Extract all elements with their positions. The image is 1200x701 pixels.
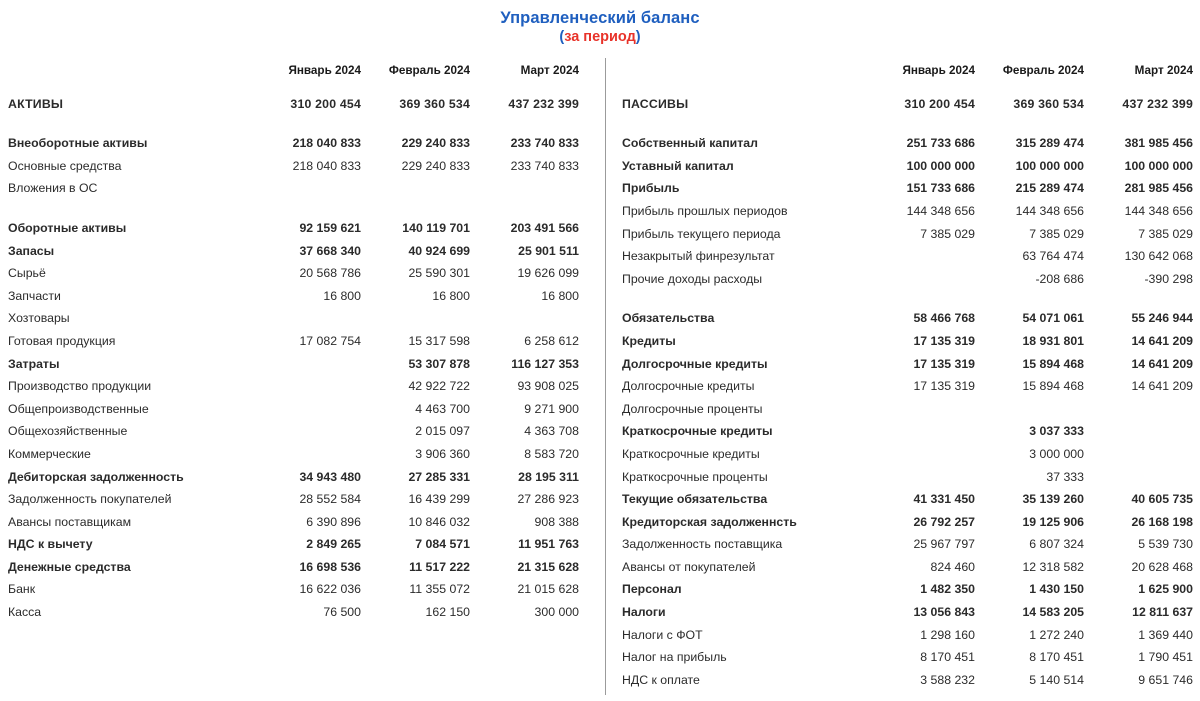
table-row — [622, 596, 1194, 619]
row-value-2: -390 298 — [1144, 271, 1193, 286]
row-value-2: 300 000 — [534, 605, 579, 620]
row-value-2: 26 168 198 — [1131, 514, 1193, 529]
table-row — [622, 195, 1194, 218]
row-value-1 — [976, 393, 1085, 416]
row-value-2: 203 491 566 — [510, 220, 579, 235]
row-value-0 — [867, 393, 976, 416]
row-label: Обязательства — [622, 311, 715, 326]
row-value-0: 17 082 754 — [299, 333, 361, 348]
row-value-0 — [253, 173, 362, 196]
row-value-1: 229 240 833 — [401, 136, 470, 151]
spacer-cell — [8, 195, 580, 212]
row-value-1: 15 317 598 — [408, 333, 470, 348]
row-value-1: 140 119 701 — [402, 220, 470, 235]
row-value-1: 162 150 — [425, 605, 470, 620]
row-value-2: 437 232 399 — [1122, 96, 1193, 111]
row-value-2 — [1085, 416, 1194, 439]
row-value-0: 7 385 029 — [920, 226, 975, 241]
row-label: Задолженность поставщика — [622, 537, 783, 552]
table-row — [8, 258, 580, 281]
row-value-1: 37 333 — [1046, 469, 1084, 484]
table-row — [622, 371, 1194, 394]
report-title-block — [0, 0, 1200, 47]
table-row — [622, 619, 1194, 642]
table-row — [8, 484, 580, 507]
table-row — [622, 325, 1194, 348]
row-value-0 — [867, 241, 976, 264]
row-value-0: 17 135 319 — [913, 379, 975, 394]
row-label: АКТИВЫ — [8, 96, 64, 111]
row-value-1: 1 272 240 — [1029, 627, 1084, 642]
table-row — [622, 461, 1194, 484]
row-value-2 — [471, 173, 580, 196]
row-value-2: 5 539 730 — [1138, 537, 1193, 552]
row-value-0 — [253, 348, 362, 371]
spacer-cell — [622, 286, 1194, 303]
liabilities-col-header-0: Январь 2024 — [902, 64, 975, 77]
spacer-cell — [8, 111, 580, 128]
row-value-2: 381 985 456 — [1124, 136, 1193, 151]
row-value-1: 15 894 468 — [1022, 356, 1084, 371]
row-label: Банк — [8, 582, 36, 597]
table-row — [622, 506, 1194, 529]
row-value-2: 16 800 — [541, 288, 579, 303]
assets-col-header-2: Март 2024 — [520, 64, 579, 77]
row-value-1: 7 385 029 — [1029, 226, 1084, 241]
row-value-1: 11 517 222 — [409, 559, 470, 574]
table-row — [8, 438, 580, 461]
row-value-1: 40 924 699 — [408, 243, 470, 258]
row-value-1: 3 037 333 — [1029, 424, 1084, 439]
row-value-0: 8 170 451 — [920, 650, 975, 665]
row-label: Оборотные активы — [8, 220, 127, 235]
row-label: Налог на прибыль — [622, 650, 727, 665]
table-row — [622, 484, 1194, 507]
row-value-2: 21 315 628 — [517, 559, 579, 574]
row-value-0 — [253, 371, 362, 394]
row-value-2: 8 583 720 — [524, 446, 579, 461]
row-label: Персонал — [622, 582, 682, 597]
row-value-1: 35 139 260 — [1022, 492, 1084, 507]
row-value-2: 25 901 511 — [518, 243, 579, 258]
row-value-1: 8 170 451 — [1029, 650, 1084, 665]
row-value-1: 2 015 097 — [415, 424, 470, 439]
row-value-0: 20 568 786 — [299, 266, 361, 281]
row-value-1: 215 289 474 — [1015, 181, 1084, 196]
spacer-row — [622, 286, 1194, 303]
row-value-0: 16 622 036 — [299, 582, 361, 597]
liabilities-label-header — [622, 58, 867, 88]
row-value-0: 17 135 319 — [913, 356, 975, 371]
subtitle-period-text: за период — [564, 29, 636, 45]
row-label: Незакрытый финрезультат — [622, 249, 775, 264]
row-label: Прочие доходы расходы — [622, 271, 763, 286]
row-value-2: 11 951 763 — [518, 537, 579, 552]
row-value-0: 218 040 833 — [292, 136, 361, 151]
row-label: Дебиторская задолженность — [8, 469, 184, 484]
table-row — [622, 303, 1194, 326]
table-row — [8, 348, 580, 371]
assets-table — [8, 58, 580, 619]
table-row — [622, 574, 1194, 597]
row-label: Основные средства — [8, 158, 122, 173]
assets-col-header-0: Январь 2024 — [288, 64, 361, 77]
row-value-0: 37 668 340 — [299, 243, 361, 258]
row-label: Готовая продукция — [8, 333, 116, 348]
row-value-1: 3 906 360 — [415, 446, 470, 461]
row-label: Долгосрочные кредиты — [622, 379, 755, 394]
row-value-2: 55 246 944 — [1131, 311, 1193, 326]
row-value-0 — [253, 438, 362, 461]
row-value-0: 13 056 843 — [913, 605, 975, 620]
row-value-1: 144 348 656 — [1015, 203, 1084, 218]
row-value-2 — [471, 303, 580, 326]
table-row — [8, 506, 580, 529]
row-value-2: 1 790 451 — [1138, 650, 1193, 665]
row-value-1: 4 463 700 — [415, 401, 470, 416]
table-row — [622, 218, 1194, 241]
row-value-0: 151 733 686 — [906, 181, 975, 196]
table-row — [622, 416, 1194, 439]
row-value-2: 233 740 833 — [510, 158, 579, 173]
row-value-1: 5 140 514 — [1029, 672, 1084, 687]
row-value-1: 25 590 301 — [408, 266, 470, 281]
row-value-2: 4 363 708 — [524, 424, 579, 439]
page-subtitle — [0, 28, 1200, 47]
row-label: Собственный капитал — [622, 136, 758, 151]
row-value-2: 130 642 068 — [1124, 249, 1193, 264]
spacer-row — [8, 111, 580, 128]
row-value-0: 92 159 621 — [299, 220, 361, 235]
row-label: Задолженность покупателей — [8, 492, 172, 507]
row-value-1: 42 922 722 — [408, 379, 470, 394]
row-label: НДС к вычету — [8, 537, 93, 552]
row-value-0: 310 200 454 — [904, 96, 975, 111]
row-value-1: 16 439 299 — [408, 492, 470, 507]
row-value-1: 7 084 571 — [415, 537, 470, 552]
assets-panel — [0, 58, 606, 698]
row-value-0: 28 552 584 — [299, 492, 361, 507]
row-value-2: 116 127 353 — [511, 356, 579, 371]
row-label: Прибыль — [622, 181, 680, 196]
table-row — [8, 173, 580, 196]
row-value-0: 2 849 265 — [306, 537, 361, 552]
row-value-2: 908 388 — [534, 514, 579, 529]
row-value-1: 229 240 833 — [401, 158, 470, 173]
spacer-cell — [622, 111, 1194, 128]
assets-header-row — [8, 58, 580, 88]
liabilities-table-body — [622, 88, 1194, 687]
row-label: Коммерческие — [8, 446, 91, 461]
row-value-0 — [867, 461, 976, 484]
table-row — [622, 642, 1194, 665]
liabilities-table-head — [622, 58, 1194, 88]
table-row — [8, 416, 580, 439]
row-value-1: 27 285 331 — [408, 469, 470, 484]
row-value-1: 18 931 801 — [1022, 333, 1084, 348]
row-value-2: 281 985 456 — [1124, 181, 1193, 196]
row-value-1: 3 000 000 — [1029, 446, 1084, 461]
table-row — [8, 303, 580, 326]
page-title: Управленческий баланс — [500, 9, 700, 27]
row-value-1: 315 289 474 — [1015, 136, 1084, 151]
row-value-2 — [1085, 438, 1194, 461]
table-row — [8, 88, 580, 111]
table-row — [622, 551, 1194, 574]
row-value-0: 6 390 896 — [306, 514, 361, 529]
row-label: Общехозяйственные — [8, 424, 128, 439]
row-label: Прибыль прошлых периодов — [622, 203, 788, 218]
row-label: Авансы поставщикам — [8, 514, 132, 529]
row-value-1 — [362, 303, 471, 326]
spacer-row — [622, 111, 1194, 128]
row-value-0: 26 792 257 — [913, 514, 975, 529]
row-label: Затраты — [8, 356, 60, 371]
table-row — [622, 241, 1194, 264]
row-value-2: 9 271 900 — [524, 401, 579, 416]
row-label: Касса — [8, 605, 42, 620]
table-row — [8, 529, 580, 552]
row-label: ПАССИВЫ — [622, 96, 689, 111]
table-row — [622, 529, 1194, 552]
table-row — [8, 235, 580, 258]
row-value-0 — [867, 263, 976, 286]
row-value-0 — [253, 303, 362, 326]
row-value-1: 11 355 072 — [409, 582, 470, 597]
row-value-2: 28 195 311 — [518, 469, 579, 484]
row-value-2: 1 369 440 — [1138, 627, 1193, 642]
row-value-1: 369 360 534 — [399, 96, 470, 111]
row-value-0: 218 040 833 — [292, 158, 361, 173]
row-value-0: 100 000 000 — [906, 158, 975, 173]
row-value-2: 437 232 399 — [508, 96, 579, 111]
row-value-1: 16 800 — [432, 288, 470, 303]
table-row — [622, 150, 1194, 173]
row-value-1: 100 000 000 — [1015, 158, 1084, 173]
row-value-2: 21 015 628 — [517, 582, 579, 597]
row-value-2: 27 286 923 — [517, 492, 579, 507]
row-value-1: 15 894 468 — [1022, 379, 1084, 394]
row-label: Общепроизводственные — [8, 401, 149, 416]
row-label: Сырьё — [8, 266, 46, 281]
row-label: Производство продукции — [8, 379, 152, 394]
row-label: Запчасти — [8, 288, 61, 303]
row-value-0 — [867, 416, 976, 439]
liabilities-panel — [606, 58, 1200, 698]
row-value-0: 16 800 — [323, 288, 361, 303]
row-label: Авансы от покупателей — [622, 559, 756, 574]
row-label: Денежные средства — [8, 559, 131, 574]
row-value-1: 14 583 205 — [1022, 605, 1084, 620]
row-value-1: 6 807 324 — [1029, 537, 1084, 552]
row-value-0: 251 733 686 — [906, 136, 975, 151]
row-label: Текущие обязательства — [622, 492, 768, 507]
subtitle-paren-open: ( — [559, 29, 565, 45]
table-row — [622, 664, 1194, 687]
row-value-1: 1 430 150 — [1029, 582, 1084, 597]
row-label: Уставный капитал — [622, 158, 734, 173]
assets-table-head — [8, 58, 580, 88]
row-value-2: 14 641 209 — [1131, 379, 1193, 394]
liabilities-header-row — [622, 58, 1194, 88]
row-label: Прибыль текущего периода — [622, 226, 781, 241]
row-value-2: 14 641 209 — [1131, 333, 1193, 348]
row-value-0: 34 943 480 — [299, 469, 361, 484]
liabilities-col-header-2: Март 2024 — [1134, 64, 1193, 77]
row-value-1 — [362, 173, 471, 196]
row-value-0: 58 466 768 — [913, 311, 975, 326]
table-row — [622, 438, 1194, 461]
table-row — [8, 280, 580, 303]
table-row — [8, 212, 580, 235]
row-value-1: 19 125 906 — [1022, 514, 1084, 529]
row-label: НДС к оплате — [622, 672, 700, 687]
row-value-2: 7 385 029 — [1138, 226, 1193, 241]
row-value-1: 12 318 582 — [1022, 559, 1084, 574]
liabilities-table — [622, 58, 1194, 687]
table-row — [622, 88, 1194, 111]
row-value-2: 1 625 900 — [1138, 582, 1193, 597]
table-row — [8, 596, 580, 619]
spacer-row — [8, 195, 580, 212]
table-row — [8, 461, 580, 484]
row-value-2 — [1085, 461, 1194, 484]
row-value-1: 63 764 474 — [1022, 249, 1084, 264]
row-value-2: 144 348 656 — [1124, 203, 1193, 218]
row-value-2: 20 628 468 — [1131, 559, 1193, 574]
row-value-2: 40 605 735 — [1131, 492, 1193, 507]
table-row — [622, 393, 1194, 416]
row-value-0: 1 298 160 — [920, 627, 975, 642]
assets-col-header-1: Февраль 2024 — [388, 64, 470, 77]
row-label: Кредиторская задолженнсть — [622, 514, 797, 529]
row-value-0: 41 331 450 — [913, 492, 975, 507]
table-row — [8, 393, 580, 416]
row-value-0: 310 200 454 — [290, 96, 361, 111]
row-label: Долгосрочные кредиты — [622, 356, 768, 371]
row-value-0 — [867, 438, 976, 461]
row-value-0: 144 348 656 — [906, 203, 975, 218]
row-value-0: 25 967 797 — [913, 537, 975, 552]
row-value-2: 100 000 000 — [1124, 158, 1193, 173]
row-label: Долгосрочные проценты — [622, 401, 763, 416]
row-label: Краткосрочные кредиты — [622, 424, 773, 439]
row-value-1: 53 307 878 — [408, 356, 470, 371]
row-label: Налоги — [622, 605, 666, 620]
row-value-0: 824 460 — [930, 559, 975, 574]
row-value-2: 233 740 833 — [510, 136, 579, 151]
table-row — [8, 551, 580, 574]
row-value-1: 369 360 534 — [1013, 96, 1084, 111]
row-value-0: 3 588 232 — [920, 672, 975, 687]
row-value-1: -208 686 — [1035, 271, 1084, 286]
table-row — [622, 173, 1194, 196]
liabilities-col-header-1: Февраль 2024 — [1002, 64, 1084, 77]
row-value-2: 12 811 637 — [1132, 605, 1193, 620]
table-row — [8, 325, 580, 348]
row-value-0: 16 698 536 — [299, 559, 361, 574]
balance-sheet-panels — [0, 58, 1200, 698]
row-value-0: 17 135 319 — [913, 333, 975, 348]
table-row — [622, 128, 1194, 151]
row-label: Хозтовары — [8, 311, 70, 326]
table-row — [8, 574, 580, 597]
row-value-2: 19 626 099 — [517, 266, 579, 281]
table-row — [622, 348, 1194, 371]
assets-table-body — [8, 88, 580, 619]
table-row — [8, 371, 580, 394]
row-value-0 — [253, 416, 362, 439]
row-value-1: 10 846 032 — [408, 514, 470, 529]
table-row — [622, 263, 1194, 286]
row-label: Вложения в ОС — [8, 181, 98, 196]
table-row — [8, 128, 580, 151]
row-label: Налоги с ФОТ — [622, 627, 703, 642]
table-row — [8, 150, 580, 173]
row-value-2: 6 258 612 — [524, 333, 579, 348]
assets-label-header — [8, 58, 253, 88]
row-value-0: 76 500 — [323, 605, 361, 620]
row-value-0 — [253, 393, 362, 416]
row-value-0: 1 482 350 — [920, 582, 975, 597]
row-label: Краткосрочные проценты — [622, 469, 768, 484]
row-value-2: 93 908 025 — [517, 379, 579, 394]
row-value-1: 54 071 061 — [1022, 311, 1084, 326]
row-label: Кредиты — [622, 333, 676, 348]
row-value-2: 14 641 209 — [1131, 356, 1193, 371]
row-value-2 — [1085, 393, 1194, 416]
row-label: Внеоборотные активы — [8, 136, 148, 151]
row-label: Запасы — [8, 243, 55, 258]
row-value-2: 9 651 746 — [1138, 672, 1193, 687]
row-label: Краткосрочные кредиты — [622, 446, 760, 461]
subtitle-paren-close: ) — [635, 29, 641, 45]
